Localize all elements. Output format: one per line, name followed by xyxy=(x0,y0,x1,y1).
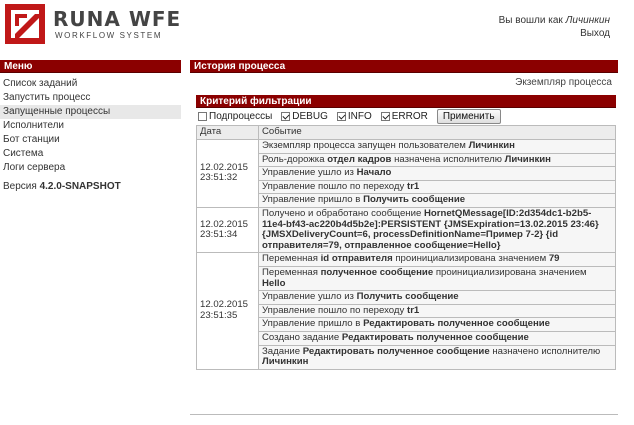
logged-in-prefix: Вы вошли как xyxy=(498,15,563,26)
event-cell xyxy=(259,318,616,332)
column-header-date: Дата xyxy=(197,126,259,140)
logo-title: RUNA WFE xyxy=(53,7,182,31)
table-row xyxy=(197,253,616,267)
event-cell xyxy=(259,140,616,154)
info-checkbox[interactable] xyxy=(337,112,346,121)
event-cell xyxy=(259,266,616,290)
debug-label: DEBUG xyxy=(292,111,328,122)
apply-button[interactable]: Применить xyxy=(437,109,501,124)
event-value: Личинкин xyxy=(504,153,551,165)
event-value: отдел кадров xyxy=(327,153,392,165)
event-value: Начало xyxy=(356,167,392,179)
logo-subtitle: WORKFLOW SYSTEM xyxy=(55,31,163,40)
version-info xyxy=(0,181,181,192)
event-text: Переменная xyxy=(262,266,321,278)
table-row xyxy=(197,207,616,252)
event-cell xyxy=(259,180,616,194)
event-text: Управление ушло из xyxy=(262,167,357,179)
event-value: Hello xyxy=(262,277,286,289)
sidebar-item-executors[interactable]: Исполнители xyxy=(3,120,65,131)
history-table xyxy=(196,125,616,370)
table-row xyxy=(197,304,616,318)
info-label: INFO xyxy=(347,111,372,122)
event-text: Роль-дорожка xyxy=(262,153,328,165)
event-date-cell: 12.02.2015 23:51:35 xyxy=(197,253,259,369)
event-value: HornetQMessage[ID:2d354dc1-b2b5-11e4-bf43-ac220b4d5b2e]:PERSISTENT {JMSExpiration=13.02.2015 23:46} {JMSXDeliveryCount=6, processDefinitionName=Пример 7-2} {id отправителя=79, отправленное сообщение=Hello} xyxy=(262,207,599,251)
event-text: Управление пришло в xyxy=(262,194,364,206)
event-cell xyxy=(259,167,616,181)
event-cell xyxy=(259,291,616,305)
event-text: проинициализирована значением xyxy=(392,253,549,265)
event-value: tr1 xyxy=(407,304,420,316)
event-text: Создано задание xyxy=(262,331,342,343)
event-text: Управление пошло по переходу xyxy=(262,304,407,316)
bottom-divider xyxy=(190,414,618,415)
event-value: tr1 xyxy=(407,180,420,192)
event-text: назначено исполнителю xyxy=(489,345,601,357)
process-instance-link[interactable]: Экземпляр процесса xyxy=(515,77,612,88)
event-cell xyxy=(259,304,616,318)
event-text: Экземпляр процесса запущен пользователем xyxy=(262,140,469,151)
sidebar xyxy=(0,60,181,192)
error-checkbox[interactable] xyxy=(381,112,390,121)
sidebar-item-tasks[interactable]: Список заданий xyxy=(3,78,78,89)
table-row xyxy=(197,167,616,181)
table-row xyxy=(197,194,616,208)
table-row xyxy=(197,266,616,290)
event-text: Управление ушло из xyxy=(262,291,357,303)
event-text: проинициализирована значением xyxy=(433,266,587,278)
event-text: Задание xyxy=(262,345,303,357)
event-value: id отправителя xyxy=(320,253,393,265)
event-text: Получено и обработано сообщение xyxy=(262,207,424,219)
event-value: Получить сообщение xyxy=(363,194,466,206)
event-value: Личинкин xyxy=(262,356,309,368)
event-value: Получить сообщение xyxy=(356,291,459,303)
logo xyxy=(5,4,185,44)
error-label: ERROR xyxy=(391,111,428,122)
logout-link[interactable]: Выход xyxy=(580,28,610,39)
event-value: Личинкин xyxy=(468,140,515,151)
table-row xyxy=(197,291,616,305)
sidebar-item-server-logs[interactable]: Логи сервера xyxy=(3,162,66,173)
event-cell xyxy=(259,253,616,267)
event-text: Переменная xyxy=(262,253,321,265)
table-row xyxy=(197,331,616,345)
table-row xyxy=(197,180,616,194)
filter-title: Критерий фильтрации xyxy=(196,95,616,108)
event-text: Управление пришло в xyxy=(262,318,364,330)
login-box xyxy=(499,14,610,40)
version-value: 4.2.0-SNAPSHOT xyxy=(39,181,121,192)
table-row xyxy=(197,153,616,167)
event-cell xyxy=(259,345,616,369)
table-row xyxy=(197,140,616,154)
history-table-body xyxy=(197,140,616,370)
event-cell xyxy=(259,207,616,252)
runa-logo-icon xyxy=(5,4,45,44)
event-cell xyxy=(259,153,616,167)
sidebar-item-bot-stations[interactable]: Бот станции xyxy=(3,134,60,145)
subprocesses-label: Подпроцессы xyxy=(209,111,273,122)
page-title: История процесса xyxy=(190,60,618,73)
table-row xyxy=(197,318,616,332)
sidebar-item-running-processes[interactable]: Запущенные процессы xyxy=(0,105,181,119)
version-prefix: Версия xyxy=(3,181,37,192)
event-cell xyxy=(259,194,616,208)
table-header-row xyxy=(197,126,616,140)
event-date-cell: 12.02.2015 23:51:32 xyxy=(197,140,259,208)
event-value: Редактировать полученное сообщение xyxy=(341,331,529,343)
event-text: назначена исполнителю xyxy=(391,153,505,165)
subprocesses-checkbox[interactable] xyxy=(198,112,207,121)
event-cell xyxy=(259,331,616,345)
event-value: 79 xyxy=(548,253,560,265)
debug-checkbox[interactable] xyxy=(281,112,290,121)
event-value: Редактировать полученное сообщение xyxy=(363,318,550,330)
column-header-event: Событие xyxy=(259,126,616,140)
event-date-cell: 12.02.2015 23:51:34 xyxy=(197,207,259,252)
event-text: Управление пошло по переходу xyxy=(262,180,407,192)
sidebar-item-system[interactable]: Система xyxy=(3,148,44,159)
event-value: Редактировать полученное сообщение xyxy=(302,345,490,357)
user-name: Личинкин xyxy=(565,15,610,26)
main-panel xyxy=(190,60,618,370)
filter-controls xyxy=(198,108,618,125)
sidebar-item-start-process[interactable]: Запустить процесс xyxy=(3,92,91,103)
table-row xyxy=(197,345,616,369)
event-value: полученное сообщение xyxy=(320,266,434,278)
sidebar-title: Меню xyxy=(0,60,181,73)
